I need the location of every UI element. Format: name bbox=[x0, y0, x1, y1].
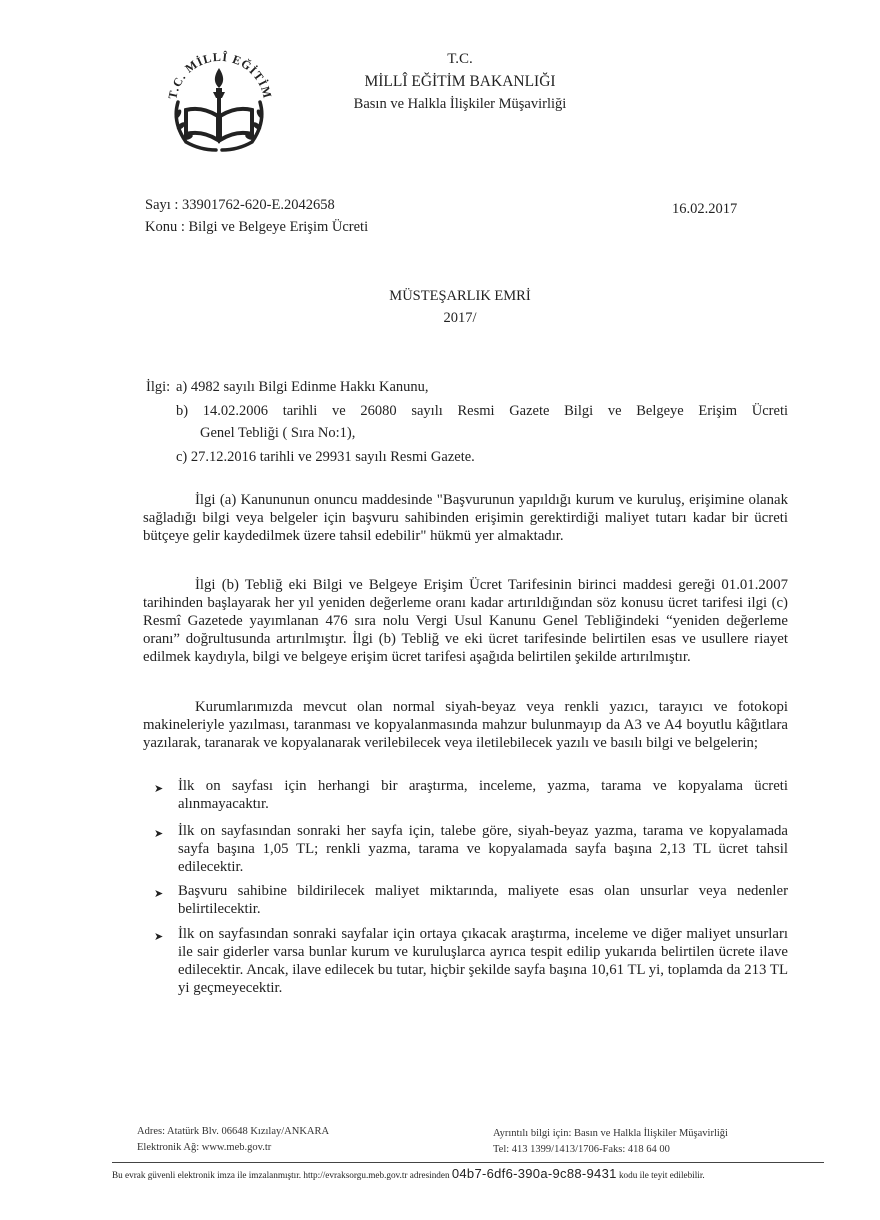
sayi-line bbox=[145, 197, 335, 214]
bullet-arrow-icon: ➤ bbox=[154, 783, 164, 795]
verification-suffix: kodu ile teyit edilebilir. bbox=[618, 1170, 705, 1180]
ilgi-label: İlgi: bbox=[146, 379, 171, 395]
footer-address: Adres: Atatürk Blv. 06648 Kızılay/ANKARA bbox=[137, 1126, 330, 1137]
document-number: 2017/ bbox=[443, 310, 477, 326]
header-country: T.C. bbox=[447, 51, 473, 67]
paragraph-3: Kurumlarımızda mevcut olan normal siyah-beyaz veya renkli yazıcı, tarayıcı ve fotokopi makineleriyle yazılması, taranması ve kopyalanmasında mahzur bulunmayıp da A3 ve A4 boyutlu kâğıtlara yazılarak, taranarak ve kopyalanarak verilebilecek veya iletilebilecek yazılı ve basılı bilgi ve belgelerin; bbox=[143, 699, 788, 751]
verification-text: Bu evrak güvenli elektronik imza ile imzalanmıştır. http://evraksorgu.meb.gov.tr adresinden bbox=[112, 1170, 450, 1180]
sayi-value: : 33901762-620-E.2042658 bbox=[174, 197, 335, 213]
konu-value: : Bilgi ve Belgeye Erişim Ücreti bbox=[180, 219, 369, 235]
header-ministry: MİLLÎ EĞİTİM BAKANLIĞI bbox=[364, 73, 556, 90]
ilgi-item-a: a) 4982 sayılı Bilgi Edinme Hakkı Kanunu, bbox=[176, 379, 429, 395]
paragraph-2: İlgi (b) Tebliğ eki Bilgi ve Belgeye Erişim Ücret Tarifesinin birinci maddesi gereği 01.01.2007 tarihinden başlayarak her yıl yeniden değerleme oranı kadar artırıldığından söz konusu ücret tarifesi ilgi (c) Resmî Gazetede yayımlanan 476 sıra nolu Vergi Usul Kanunu Genel Tebliğindeki “yeniden değerleme oranı” doğrultusunda artırılmıştır. İlgi (b) Tebliğ ve eki ücret tarifesinde belirtilen esas ve usullere riayet edilmek kaydıyla, bilgi ve belgeye erişim ücret tarifesi aşağıda belirtilen şekilde artırılmıştır. bbox=[143, 577, 788, 665]
sayi-label: Sayı bbox=[145, 197, 171, 213]
bullet-item-3: Başvuru sahibine bildirilecek maliyet miktarında, maliyete esas olan unsurlar veya nedenler belirtilecektir. bbox=[178, 883, 788, 917]
ilgi-item-c: c) 27.12.2016 tarihli ve 29931 sayılı Resmi Gazete. bbox=[176, 449, 475, 465]
konu-line bbox=[145, 219, 368, 236]
header-department: Basın ve Halkla İlişkiler Müşavirliği bbox=[353, 96, 567, 112]
footer-phone: Tel: 413 1399/1413/1706-Faks: 418 64 00 bbox=[493, 1144, 670, 1155]
verification-code: 04b7-6df6-390a-9c88-9431 bbox=[451, 1166, 617, 1181]
bullet-arrow-icon: ➤ bbox=[154, 931, 164, 943]
ministry-logo bbox=[156, 38, 282, 164]
svg-text:T.C. MİLLÎ EĞİTİM BAKANLIĞI: T.C. MİLLÎ EĞİTİM bbox=[165, 49, 275, 101]
ilgi-item-b: b) 14.02.2006 tarihli ve 26080 sayılı Resmi Gazete Bilgi ve Belgeye Erişim Ücreti bbox=[176, 403, 788, 419]
bullet-arrow-icon: ➤ bbox=[154, 888, 164, 900]
bullet-arrow-icon: ➤ bbox=[154, 828, 164, 840]
ministry-logo-graphic bbox=[156, 38, 282, 164]
document-title: MÜSTEŞARLIK EMRİ bbox=[389, 288, 531, 304]
footer-info: Ayrıntılı bilgi için: Basın ve Halkla İlişkiler Müşavirliği bbox=[493, 1128, 728, 1139]
verification-line bbox=[112, 1166, 824, 1181]
bullet-item-4: İlk on sayfasından sonraki sayfalar için ortaya çıkacak araştırma, inceleme ve diğer maliyet unsurları ile sair giderler varsa bunlar kurum ve kuruluşlarca ayrıca tespit edilip yukarıda belirtilen ücrete ilave edilecektir. Ancak, ilave edilecek bu tutar, hiçbir şekilde sayfa başına 10,61 TL yi, toplamda da 213 TL yi geçmeyecektir. bbox=[178, 926, 788, 996]
document-date: 16.02.2017 bbox=[672, 201, 738, 217]
konu-label: Konu bbox=[145, 219, 178, 235]
footer-electronic: Elektronik Ağ: www.meb.gov.tr bbox=[137, 1142, 272, 1153]
bullet-item-1: İlk on sayfası için herhangi bir araştırma, inceleme, yazma, tarama ve kopyalama ücreti alınmayacaktır. bbox=[178, 778, 788, 812]
paragraph-1: İlgi (a) Kanununun onuncu maddesinde "Başvurunun yapıldığı kurum ve kuruluş, erişimine olanak sağladığı bilgi veya belgeler için başvuru sahibinden erişimin gerektirdiği maliyet tutarı kadar bir ücreti bütçeye gelir kaydedilmek üzere tahsil edebilir" hükmü yer almaktadır. bbox=[143, 492, 788, 544]
ilgi-item-b-cont: Genel Tebliği ( Sıra No:1), bbox=[200, 425, 356, 441]
footer-divider bbox=[112, 1162, 824, 1163]
bullet-item-2: İlk on sayfasından sonraki her sayfa için, talebe göre, siyah-beyaz yazma, tarama ve kopyalamada sayfa başına 1,05 TL; renkli yazma, tarama ve kopyalamada sayfa başına 2,13 TL ücret tahsil edilecektir. bbox=[178, 823, 788, 875]
